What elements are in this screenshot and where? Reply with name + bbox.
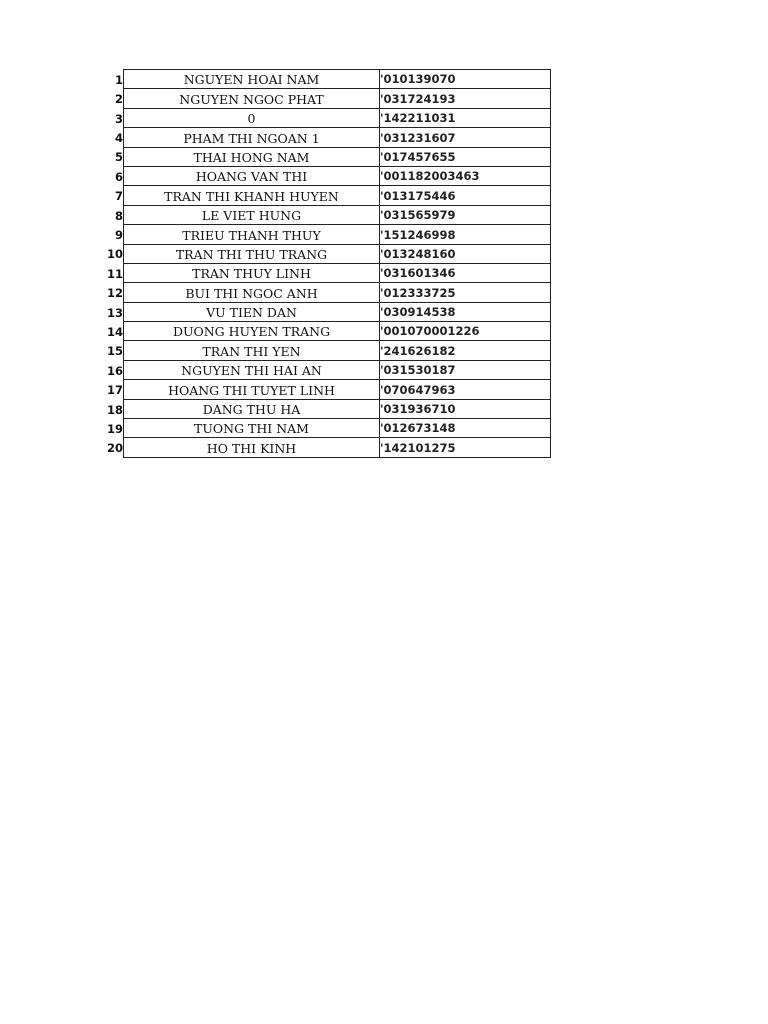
table-row — [105, 70, 551, 89]
id-number-cell: '031936710 — [380, 399, 551, 418]
table-row — [105, 341, 551, 360]
row-number: 17 — [106, 383, 123, 398]
table-row — [105, 128, 551, 147]
row-number: 2 — [114, 92, 123, 107]
row-number: 5 — [114, 150, 123, 165]
person-name-cell: NGUYEN THI HAI AN — [124, 360, 380, 379]
row-number: 6 — [114, 169, 123, 184]
id-number-cell: '142211031 — [380, 108, 551, 127]
person-name-cell: HOANG VAN THI — [124, 166, 380, 185]
table-row — [105, 186, 551, 205]
id-number-cell: '031724193 — [380, 89, 551, 108]
id-number-cell: '012673148 — [380, 419, 551, 438]
person-name-cell: BUI THI NGOC ANH — [124, 283, 380, 302]
table-row — [105, 399, 551, 418]
person-name-cell: NGUYEN HOAI NAM — [124, 70, 380, 89]
table-row — [105, 438, 551, 457]
row-number: 16 — [106, 363, 123, 378]
id-number-cell: '013248160 — [380, 244, 551, 263]
person-name-cell: PHAM THI NGOAN 1 — [124, 128, 380, 147]
table-row — [105, 166, 551, 185]
row-number: 14 — [106, 324, 123, 339]
row-number: 12 — [106, 286, 123, 301]
table-row — [105, 419, 551, 438]
person-name-cell: VU TIEN DAN — [124, 302, 380, 321]
person-name-cell: TRAN THI THU TRANG — [124, 244, 380, 263]
row-number: 10 — [106, 247, 123, 262]
name-id-table — [105, 69, 551, 458]
row-number: 9 — [114, 228, 123, 243]
id-number-cell: '031231607 — [380, 128, 551, 147]
person-name-cell: HOANG THI TUYET LINH — [124, 380, 380, 399]
row-number: 20 — [106, 441, 123, 456]
id-number-cell: '010139070 — [380, 70, 551, 89]
person-name-cell: TRAN THI KHANH HUYEN — [124, 186, 380, 205]
person-name-cell: LE VIET HUNG — [124, 205, 380, 224]
row-number: 15 — [106, 344, 123, 359]
table-row — [105, 283, 551, 302]
id-number-cell: '142101275 — [380, 438, 551, 457]
row-number: 1 — [114, 72, 123, 87]
person-name-cell: DANG THU HA — [124, 399, 380, 418]
id-number-cell: '030914538 — [380, 302, 551, 321]
row-number: 18 — [106, 402, 123, 417]
person-name-cell: TRIEU THANH THUY — [124, 225, 380, 244]
row-number: 7 — [114, 189, 123, 204]
table-row — [105, 302, 551, 321]
person-name-cell: TRAN THUY LINH — [124, 263, 380, 282]
person-name-cell: TUONG THI NAM — [124, 419, 380, 438]
id-number-cell: '017457655 — [380, 147, 551, 166]
row-number: 13 — [106, 305, 123, 320]
id-number-cell: '151246998 — [380, 225, 551, 244]
table-row — [105, 380, 551, 399]
table-row — [105, 322, 551, 341]
id-number-cell: '070647963 — [380, 380, 551, 399]
row-number: 4 — [114, 131, 123, 146]
id-number-cell: '031565979 — [380, 205, 551, 224]
row-number: 3 — [114, 111, 123, 126]
person-name-cell: NGUYEN NGOC PHAT — [124, 89, 380, 108]
person-name-cell: DUONG HUYEN TRANG — [124, 322, 380, 341]
table-row — [105, 89, 551, 108]
id-number-cell: '241626182 — [380, 341, 551, 360]
row-number: 19 — [106, 421, 123, 436]
id-number-cell: '001070001226 — [380, 322, 551, 341]
id-number-cell: '012333725 — [380, 283, 551, 302]
id-number-cell: '031530187 — [380, 360, 551, 379]
person-name-cell: HO THI KINH — [124, 438, 380, 457]
person-name-cell: 0 — [124, 108, 380, 127]
table-row — [105, 147, 551, 166]
table-row — [105, 360, 551, 379]
person-name-cell: TRAN THI YEN — [124, 341, 380, 360]
id-number-cell: '013175446 — [380, 186, 551, 205]
table-row — [105, 263, 551, 282]
table-row — [105, 108, 551, 127]
row-number: 11 — [106, 266, 123, 281]
person-name-cell: THAI HONG NAM — [124, 147, 380, 166]
table-row — [105, 244, 551, 263]
table-row — [105, 225, 551, 244]
table-body — [105, 70, 551, 458]
id-number-cell: '001182003463 — [380, 166, 551, 185]
table-row — [105, 205, 551, 224]
id-number-cell: '031601346 — [380, 263, 551, 282]
row-number: 8 — [114, 208, 123, 223]
